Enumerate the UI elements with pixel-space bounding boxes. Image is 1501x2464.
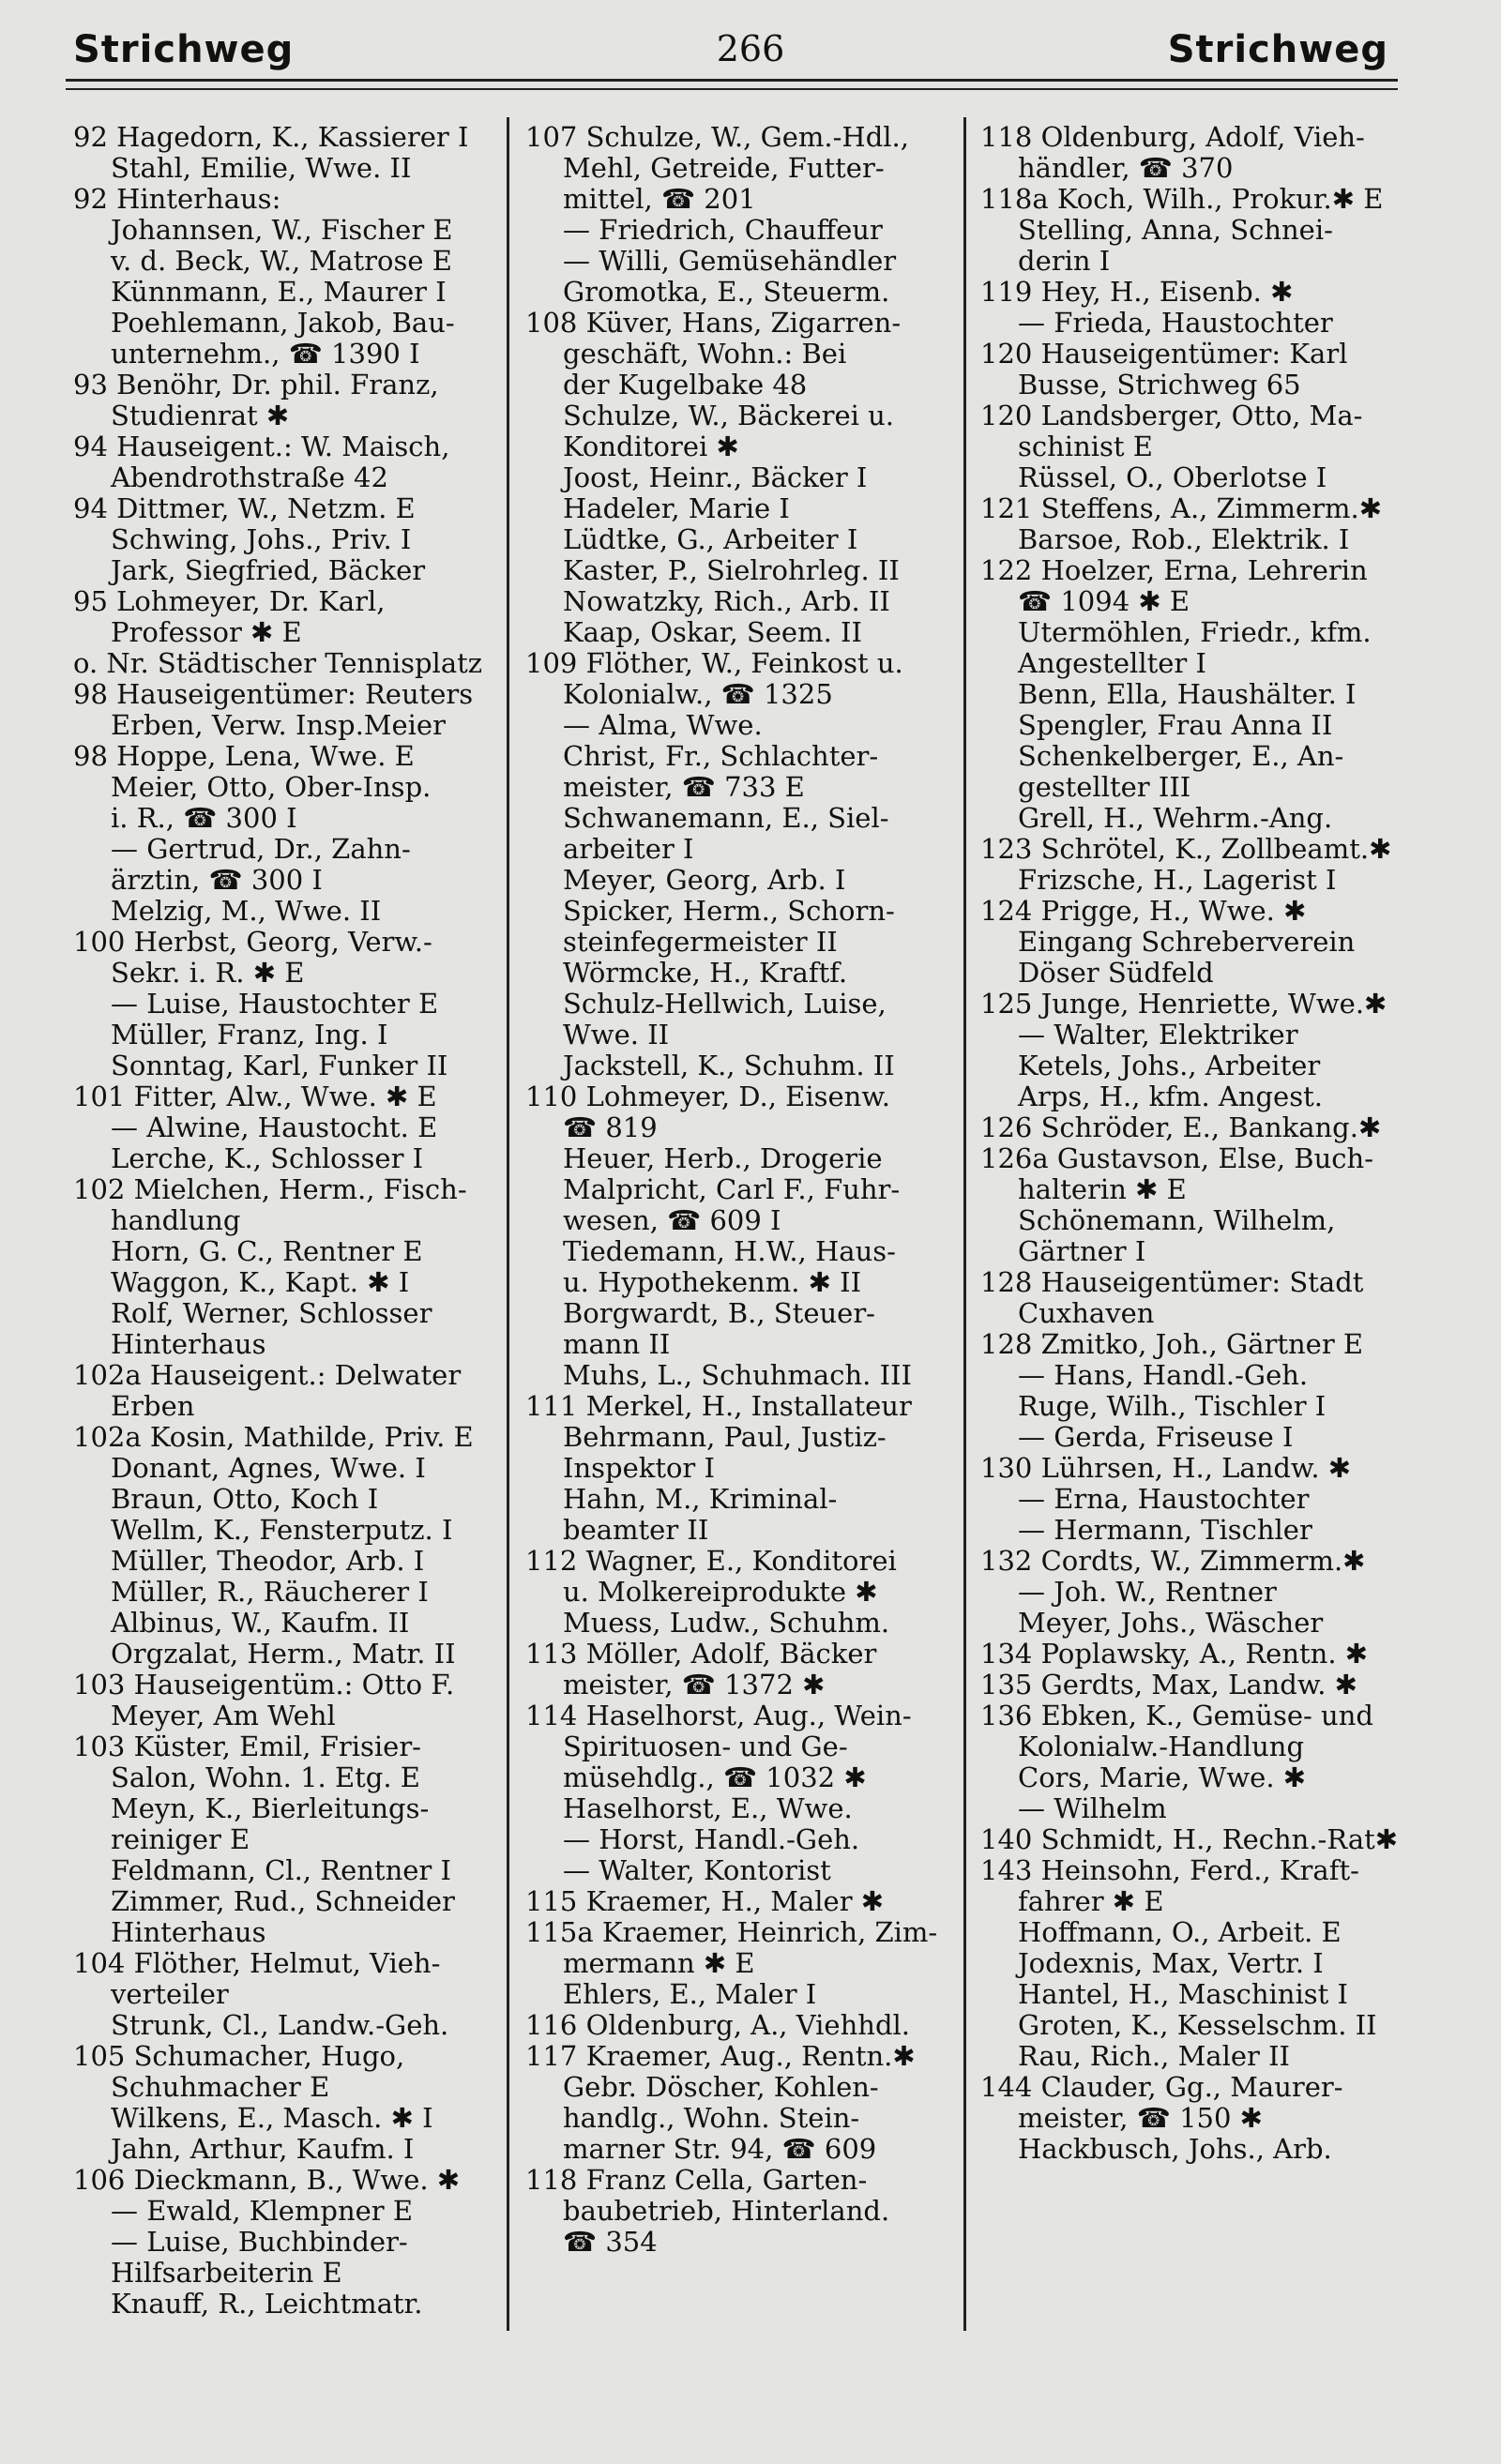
directory-line: Kolonialw., ☎ 1325: [563, 678, 833, 710]
directory-line: mittel, ☎ 201: [563, 183, 756, 215]
directory-line: Müller, R., Räucherer I: [111, 1576, 429, 1608]
directory-line: — Luise, Haustochter E: [111, 988, 439, 1020]
directory-line: wesen, ☎ 609 I: [563, 1204, 781, 1236]
directory-line: 102a Kosin, Mathilde, Priv. E: [73, 1421, 474, 1453]
column-1: [73, 121, 483, 2320]
directory-line: 120 Landsberger, Otto, Ma-: [980, 400, 1363, 431]
directory-line: Jahn, Arthur, Kaufm. I: [111, 2133, 415, 2165]
directory-line: 126 Schröder, E., Bankang.✱: [980, 1111, 1382, 1143]
column-2: [525, 122, 946, 2258]
directory-line: Spengler, Frau Anna II: [1018, 709, 1333, 741]
directory-line: 116 Oldenburg, A., Viehhdl.: [525, 2009, 911, 2041]
directory-line: 95 Lohmeyer, Dr. Karl,: [73, 585, 386, 617]
directory-line: 128 Hauseigentümer: Stadt: [980, 1266, 1364, 1298]
running-head-right: Strichweg: [1167, 28, 1388, 71]
directory-line: 92 Hagedorn, K., Kassierer I: [73, 121, 469, 153]
directory-line: Müller, Franz, Ing. I: [111, 1019, 388, 1051]
directory-line: schinist E: [1018, 431, 1153, 462]
directory-line: Döser Südfeld: [1018, 957, 1214, 989]
directory-line: Künnmann, E., Maurer I: [111, 276, 447, 308]
directory-line: ärztin, ☎ 300 I: [111, 864, 323, 896]
directory-line: — Walter, Kontorist: [563, 1854, 831, 1886]
directory-line: 114 Haselhorst, Aug., Wein-: [525, 1700, 912, 1731]
directory-line: Hinterhaus: [111, 1916, 266, 1948]
directory-line: 111 Merkel, H., Installateur: [525, 1390, 912, 1422]
directory-line: 126a Gustavson, Else, Buch-: [980, 1142, 1373, 1174]
column-divider: [507, 117, 509, 2331]
directory-line: 118a Koch, Wilh., Prokur.✱ E: [980, 183, 1384, 215]
directory-line: Benn, Ella, Haushälter. I: [1018, 678, 1357, 710]
directory-line: Erben, Verw. Insp.Meier: [111, 709, 446, 741]
directory-line: — Luise, Buchbinder-: [111, 2226, 408, 2258]
directory-line: Borgwardt, B., Steuer-: [563, 1297, 875, 1329]
directory-line: 130 Lührsen, H., Landw. ✱: [980, 1452, 1352, 1484]
directory-line: — Walter, Elektriker: [1018, 1019, 1298, 1051]
directory-line: — Gerda, Friseuse I: [1018, 1421, 1294, 1453]
directory-line: Meyer, Am Wehl: [111, 1700, 336, 1731]
directory-line: Sonntag, Karl, Funker II: [111, 1050, 448, 1081]
column-divider: [963, 117, 966, 2331]
directory-line: — Willi, Gemüsehändler: [563, 245, 897, 277]
directory-line: Studienrat ✱: [111, 400, 290, 431]
directory-line: — Alwine, Haustocht. E: [111, 1111, 438, 1143]
directory-line: 101 Fitter, Alw., Wwe. ✱ E: [73, 1081, 437, 1112]
directory-line: Hahn, M., Kriminal-: [563, 1483, 838, 1515]
directory-line: 134 Poplawsky, A., Rentn. ✱: [980, 1638, 1369, 1670]
directory-line: ☎ 354: [563, 2226, 658, 2258]
directory-line: 117 Kraemer, Aug., Rentn.✱: [525, 2040, 916, 2072]
directory-line: 140 Schmidt, H., Rechn.-Rat✱: [980, 1823, 1399, 1855]
directory-line: marner Str. 94, ☎ 609: [563, 2133, 877, 2165]
directory-line: handlg., Wohn. Stein-: [563, 2102, 860, 2134]
directory-line: Tiedemann, H.W., Haus-: [563, 1235, 896, 1267]
directory-line: Lerche, K., Schlosser I: [111, 1142, 424, 1174]
directory-line: Nowatzky, Rich., Arb. II: [563, 585, 890, 617]
directory-line: 122 Hoelzer, Erna, Lehrerin: [980, 554, 1368, 586]
directory-line: Wellm, K., Fensterputz. I: [111, 1514, 453, 1546]
directory-line: Gromotka, E., Steuerm.: [563, 276, 890, 308]
directory-line: Eingang Schreberverein: [1018, 926, 1356, 958]
directory-line: — Ewald, Klempner E: [111, 2195, 414, 2227]
directory-line: 128 Zmitko, Joh., Gärtner E: [980, 1328, 1364, 1360]
directory-line: Salon, Wohn. 1. Etg. E: [111, 1761, 420, 1793]
directory-line: Heuer, Herb., Drogerie: [563, 1142, 883, 1174]
directory-line: Professor ✱ E: [111, 616, 302, 648]
directory-line: 92 Hinterhaus:: [73, 183, 281, 215]
directory-line: Frizsche, H., Lagerist I: [1018, 864, 1337, 896]
directory-line: — Friedrich, Chauffeur: [563, 214, 883, 246]
page-header: [0, 0, 1501, 94]
header-rule: [66, 79, 1398, 82]
directory-line: Schuhmacher E: [111, 2071, 330, 2103]
directory-line: Muhs, L., Schuhmach. III: [563, 1359, 912, 1391]
directory-line: beamter II: [563, 1514, 709, 1546]
directory-line: müsehdlg., ☎ 1032 ✱: [563, 1761, 867, 1793]
directory-line: Kaster, P., Sielrohrleg. II: [563, 554, 900, 586]
directory-line: derin I: [1018, 245, 1111, 277]
directory-line: u. Hypothekenm. ✱ II: [563, 1266, 862, 1298]
directory-line: 102 Mielchen, Herm., Fisch-: [73, 1173, 467, 1205]
directory-line: Sekr. i. R. ✱ E: [111, 957, 305, 989]
directory-line: Wörmcke, H., Kraftf.: [563, 957, 848, 989]
directory-line: Feldmann, Cl., Rentner I: [111, 1854, 451, 1886]
directory-line: v. d. Beck, W., Matrose E: [111, 245, 452, 277]
directory-line: Grell, H., Wehrm.-Ang.: [1018, 802, 1333, 834]
directory-line: Wilkens, E., Masch. ✱ I: [111, 2102, 433, 2134]
directory-line: Gebr. Döscher, Kohlen-: [563, 2071, 879, 2103]
directory-line: handlung: [111, 1204, 241, 1236]
directory-line: Hackbusch, Johs., Arb.: [1018, 2133, 1332, 2165]
directory-line: Ehlers, E., Maler I: [563, 1978, 817, 2010]
directory-line: ☎ 1094 ✱ E: [1018, 585, 1190, 617]
directory-line: 112 Wagner, E., Konditorei: [525, 1545, 897, 1577]
directory-line: 143 Heinsohn, Ferd., Kraft-: [980, 1854, 1359, 1886]
header-rule-thin: [66, 88, 1398, 90]
directory-line: — Gertrud, Dr., Zahn-: [111, 833, 411, 865]
directory-line: Hilfsarbeiterin E: [111, 2257, 342, 2289]
directory-line: — Horst, Handl.-Geh.: [563, 1823, 860, 1855]
directory-line: Arps, H., kfm. Angest.: [1018, 1081, 1323, 1112]
directory-line: mann II: [563, 1328, 671, 1360]
directory-line: der Kugelbake 48: [563, 369, 808, 401]
directory-line: Waggon, K., Kapt. ✱ I: [111, 1266, 410, 1298]
directory-line: 109 Flöther, W., Feinkost u.: [525, 647, 903, 679]
directory-line: 120 Hauseigentümer: Karl: [980, 338, 1348, 370]
directory-line: 100 Herbst, Georg, Verw.-: [73, 926, 432, 958]
directory-line: steinfegermeister II: [563, 926, 838, 958]
directory-line: Angestellter I: [1018, 647, 1206, 679]
directory-line: — Frieda, Haustochter: [1018, 307, 1333, 339]
directory-line: Konditorei ✱: [563, 431, 739, 462]
directory-line: 115 Kraemer, H., Maler ✱: [525, 1885, 885, 1917]
directory-line: i. R., ☎ 300 I: [111, 802, 297, 834]
directory-line: Barsoe, Rob., Elektrik. I: [1018, 523, 1350, 555]
directory-line: 121 Steffens, A., Zimmerm.✱: [980, 492, 1383, 524]
directory-line: Lüdtke, G., Arbeiter I: [563, 523, 858, 555]
directory-line: Hoffmann, O., Arbeit. E: [1018, 1916, 1342, 1948]
directory-line: Jodexnis, Max, Vertr. I: [1018, 1947, 1324, 1979]
directory-line: mermann ✱ E: [563, 1947, 755, 1979]
column-3: [980, 122, 1402, 2165]
directory-line: Hinterhaus: [111, 1328, 266, 1360]
directory-line: Müller, Theodor, Arb. I: [111, 1545, 425, 1577]
directory-line: arbeiter I: [563, 833, 694, 865]
directory-line: Spicker, Herm., Schorn-: [563, 895, 895, 927]
directory-line: — Joh. W., Rentner: [1018, 1576, 1277, 1608]
directory-line: Stelling, Anna, Schnei-: [1018, 214, 1333, 246]
directory-line: Ruge, Wilh., Tischler I: [1018, 1390, 1327, 1422]
directory-line: meister, ☎ 733 E: [563, 771, 805, 803]
directory-line: Stahl, Emilie, Wwe. II: [111, 152, 412, 184]
directory-line: 125 Junge, Henriette, Wwe.✱: [980, 988, 1387, 1020]
directory-line: Christ, Fr., Schlachter-: [563, 740, 879, 772]
directory-line: 132 Cordts, W., Zimmerm.✱: [980, 1545, 1366, 1577]
directory-line: Zimmer, Rud., Schneider: [111, 1885, 455, 1917]
directory-line: Inspektor I: [563, 1452, 715, 1484]
directory-line: 93 Benöhr, Dr. phil. Franz,: [73, 369, 439, 401]
directory-line: 124 Prigge, H., Wwe. ✱: [980, 895, 1307, 927]
directory-line: 118 Franz Cella, Garten-: [525, 2164, 868, 2196]
directory-line: ☎ 819: [563, 1111, 658, 1143]
directory-line: Erben: [111, 1390, 195, 1422]
directory-line: Wwe. II: [563, 1019, 670, 1051]
directory-line: Strunk, Cl., Landw.-Geh.: [111, 2009, 449, 2041]
directory-line: Horn, G. C., Rentner E: [111, 1235, 423, 1267]
directory-line: Melzig, M., Wwe. II: [111, 895, 382, 927]
directory-line: Knauff, R., Leichtmatr.: [111, 2288, 423, 2320]
directory-line: reiniger E: [111, 1823, 250, 1855]
directory-line: Malpricht, Carl F., Fuhr-: [563, 1173, 901, 1205]
directory-line: 104 Flöther, Helmut, Vieh-: [73, 1947, 441, 1979]
directory-line: Orgzalat, Herm., Matr. II: [111, 1638, 456, 1670]
directory-line: Abendrothstraße 42: [111, 461, 388, 493]
directory-line: — Erna, Haustochter: [1018, 1483, 1310, 1515]
directory-line: Meyn, K., Bierleitungs-: [111, 1792, 430, 1824]
directory-line: Hadeler, Marie I: [563, 492, 790, 524]
running-head-left: Strichweg: [73, 28, 295, 71]
directory-line: händler, ☎ 370: [1018, 152, 1234, 184]
directory-line: Schwing, Johs., Priv. I: [111, 523, 412, 555]
directory-line: 98 Hoppe, Lena, Wwe. E: [73, 740, 415, 772]
directory-line: — Hans, Handl.-Geh.: [1018, 1359, 1309, 1391]
directory-line: Kaap, Oskar, Seem. II: [563, 616, 862, 648]
directory-line: — Alma, Wwe.: [563, 709, 763, 741]
directory-line: meister, ☎ 150 ✱: [1018, 2102, 1263, 2134]
directory-line: Cors, Marie, Wwe. ✱: [1018, 1761, 1307, 1793]
directory-line: geschäft, Wohn.: Bei: [563, 338, 847, 370]
directory-line: Schenkelberger, E., An-: [1018, 740, 1344, 772]
directory-line: Rolf, Werner, Schlosser: [111, 1297, 432, 1329]
directory-line: Meier, Otto, Ober-Insp.: [111, 771, 432, 803]
directory-line: 102a Hauseigent.: Delwater: [73, 1359, 462, 1391]
directory-line: 94 Dittmer, W., Netzm. E: [73, 492, 416, 524]
directory-line: — Hermann, Tischler: [1018, 1514, 1312, 1546]
directory-line: — Wilhelm: [1018, 1792, 1167, 1824]
directory-line: Donant, Agnes, Wwe. I: [111, 1452, 426, 1484]
directory-line: 106 Dieckmann, B., Wwe. ✱: [73, 2164, 461, 2196]
directory-line: Braun, Otto, Koch I: [111, 1483, 379, 1515]
directory-line: 115a Kraemer, Heinrich, Zim-: [525, 1916, 938, 1948]
directory-line: Hantel, H., Maschinist I: [1018, 1978, 1348, 2010]
directory-line: Mehl, Getreide, Futter-: [563, 152, 885, 184]
directory-line: Ketels, Johs., Arbeiter: [1018, 1050, 1321, 1081]
directory-line: Gärtner I: [1018, 1235, 1146, 1267]
page-number: 266: [716, 28, 785, 69]
directory-line: fahrer ✱ E: [1018, 1885, 1164, 1917]
directory-line: 144 Clauder, Gg., Maurer-: [980, 2071, 1343, 2103]
directory-line: 103 Küster, Emil, Frisier-: [73, 1731, 421, 1762]
directory-line: Rau, Rich., Maler II: [1018, 2040, 1290, 2072]
directory-line: Spirituosen- und Ge-: [563, 1731, 848, 1762]
directory-line: 94 Hauseigent.: W. Maisch,: [73, 431, 450, 462]
directory-line: verteiler: [111, 1978, 229, 2010]
directory-line: Muess, Ludw., Schuhm.: [563, 1607, 890, 1639]
directory-line: meister, ☎ 1372 ✱: [563, 1669, 826, 1701]
directory-line: Meyer, Johs., Wäscher: [1018, 1607, 1324, 1639]
directory-line: Albinus, W., Kaufm. II: [111, 1607, 410, 1639]
directory-line: Busse, Strichweg 65: [1018, 369, 1301, 401]
directory-line: Johannsen, W., Fischer E: [111, 214, 453, 246]
directory-line: Poehlemann, Jakob, Bau-: [111, 307, 455, 339]
directory-line: Schulz-Hellwich, Luise,: [563, 988, 887, 1020]
directory-line: Cuxhaven: [1018, 1297, 1155, 1329]
directory-line: 135 Gerdts, Max, Landw. ✱: [980, 1669, 1357, 1701]
directory-line: Schulze, W., Bäckerei u.: [563, 400, 894, 431]
directory-line: 103 Hauseigentüm.: Otto F.: [73, 1669, 455, 1701]
directory-line: u. Molkereiprodukte ✱: [563, 1576, 878, 1608]
directory-line: 110 Lohmeyer, D., Eisenw.: [525, 1081, 890, 1112]
directory-line: Groten, K., Kesselschm. II: [1018, 2009, 1377, 2041]
directory-line: Haselhorst, E., Wwe.: [563, 1792, 853, 1824]
directory-line: Schönemann, Wilhelm,: [1018, 1204, 1336, 1236]
directory-line: baubetrieb, Hinterland.: [563, 2195, 890, 2227]
directory-line: Kolonialw.-Handlung: [1018, 1731, 1305, 1762]
directory-line: Schwanemann, E., Siel-: [563, 802, 889, 834]
directory-line: Utermöhlen, Friedr., kfm.: [1018, 616, 1372, 648]
directory-line: 123 Schrötel, K., Zollbeamt.✱: [980, 833, 1392, 865]
directory-line: unternehm., ☎ 1390 I: [111, 338, 420, 370]
directory-line: Rüssel, O., Oberlotse I: [1018, 461, 1327, 493]
directory-line: Joost, Heinr., Bäcker I: [563, 461, 868, 493]
directory-line: 119 Hey, H., Eisenb. ✱: [980, 276, 1294, 308]
directory-line: 118 Oldenburg, Adolf, Vieh-: [980, 121, 1365, 153]
directory-line: Behrmann, Paul, Justiz-: [563, 1421, 887, 1453]
directory-line: 113 Möller, Adolf, Bäcker: [525, 1638, 877, 1670]
directory-line: Meyer, Georg, Arb. I: [563, 864, 846, 896]
directory-line: o. Nr. Städtischer Tennisplatz: [73, 647, 483, 679]
directory-line: 108 Küver, Hans, Zigarren-: [525, 307, 902, 339]
directory-line: 98 Hauseigentümer: Reuters: [73, 678, 474, 710]
directory-line: 107 Schulze, W., Gem.-Hdl.,: [525, 121, 909, 153]
directory-line: Jackstell, K., Schuhm. II: [563, 1050, 895, 1081]
directory-line: Jark, Siegfried, Bäcker: [111, 554, 426, 586]
directory-line: 136 Ebken, K., Gemüse- und: [980, 1700, 1373, 1731]
directory-line: gestellter III: [1018, 771, 1191, 803]
directory-line: halterin ✱ E: [1018, 1173, 1187, 1205]
directory-line: 105 Schumacher, Hugo,: [73, 2040, 405, 2072]
